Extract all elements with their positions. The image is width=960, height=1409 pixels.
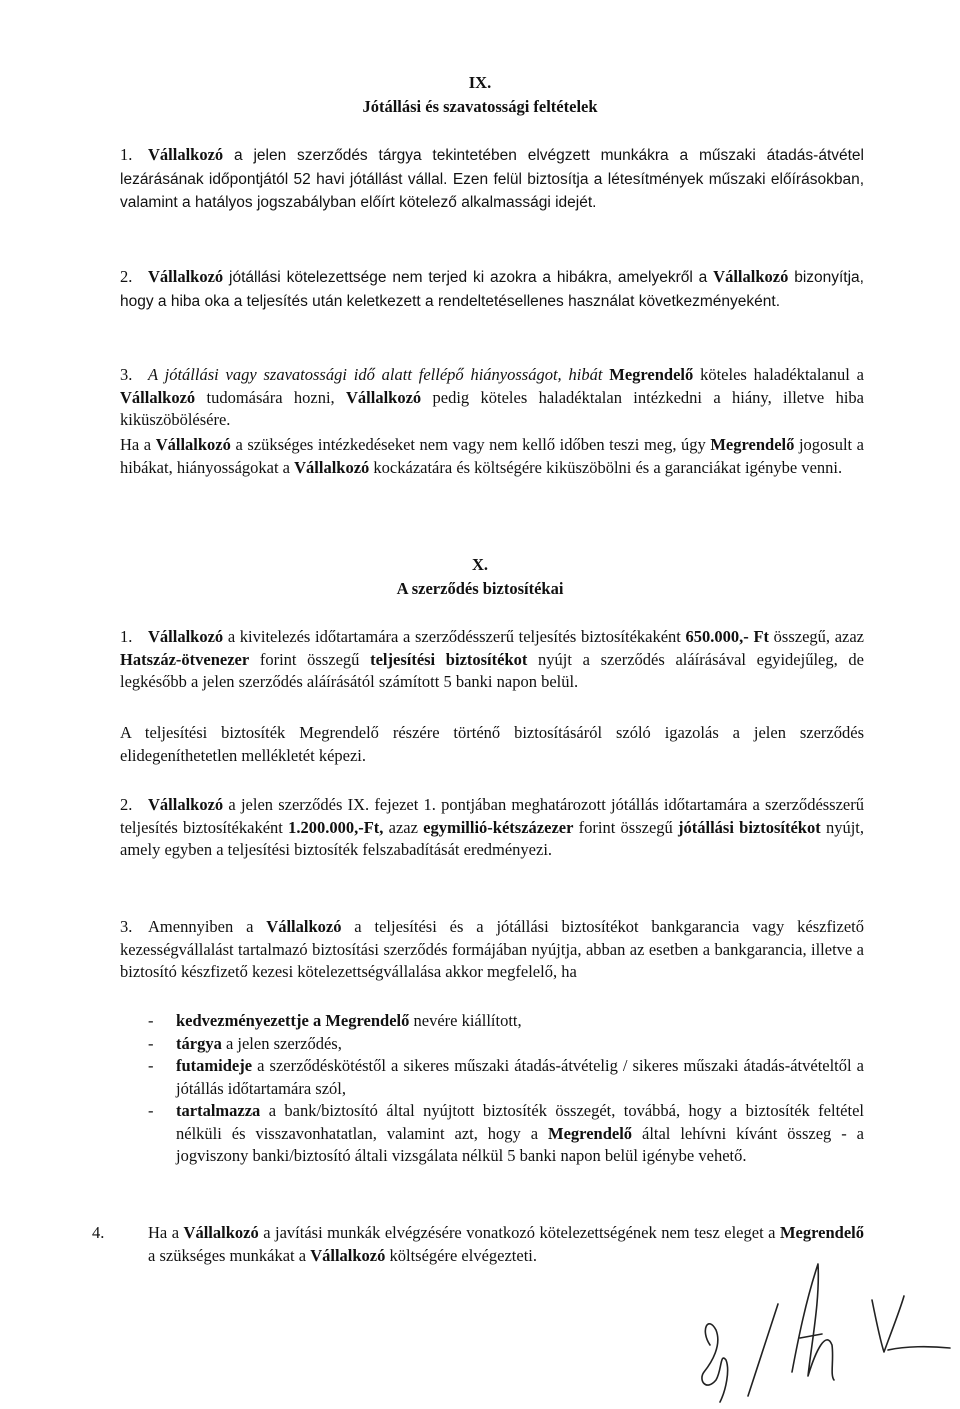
paragraph-text: a szükséges munkákat a <box>148 1245 311 1265</box>
paragraph-number: 1. <box>120 627 133 646</box>
paragraph-text: a szerződéskötéstől a sikeres műszaki átadás-átvételig / sikeres műszaki átadás-átvételtől a jótállás időtartamára szól, <box>176 1056 864 1098</box>
bullet-dash: - <box>148 1033 154 1053</box>
section-9-title: Jótállási és szavatossági feltételek <box>362 97 598 116</box>
paragraph-text: költségére elvégezteti. <box>385 1245 538 1265</box>
paragraph-text: a teljesítési és a jótállási biztosítékot bankgarancia vagy készfizető kezességvállalást tartalmazó biztosítási szerződés formájában nyújtja, abban az esetben a bankgarancia, illetve a biztosító készfizető kezesi kötelezettségvállalása akkor megfelelő, ha <box>120 917 864 981</box>
amount: 650.000,- Ft <box>685 627 770 646</box>
party-name: Vállalkozó <box>155 435 231 454</box>
paragraph-text: pedig köteles haladéktalan intézkedni a hiány, illetve hiba kiküszöbölésére. <box>120 387 864 429</box>
paragraph-text: jogosult a hibákat, hiányosságokat a <box>120 435 864 477</box>
paragraph-text: a kivitelezés időtartamára a szerződésszerű teljesítés biztosítékaként <box>223 627 686 646</box>
party-name: Vállalkozó <box>148 145 224 164</box>
amount: 1.200.000,-Ft, <box>288 817 384 837</box>
paragraph-text: a bank/biztosító által nyújtott biztosíték összegét, továbbá, hogy a biztosíték feltétel nélküli és visszavonhatatlan, valamint azt, hogy a <box>176 1101 864 1143</box>
party-name: Megrendelő <box>609 365 694 384</box>
paragraph-text: jótállási kötelezettsége nem terjed ki azokra a hibákra, amelyekről a <box>223 269 714 286</box>
paragraph-text: bizonyítja, hogy a hiba oka a teljesítés után keletkezett a rendeltetésellenes használat következményeként. <box>120 269 864 310</box>
term: tárgya <box>176 1033 222 1053</box>
paragraph-text: Ha a <box>148 1223 184 1242</box>
paragraph-number: 3. <box>120 917 133 936</box>
paragraph-text: A jótállási vagy szavatossági idő alatt fellépő hiányosságot, hibát <box>148 365 610 384</box>
party-name: Vállalkozó <box>346 387 422 407</box>
paragraph-text: köteles haladéktalanul a <box>693 365 865 384</box>
paragraph-text: a jelen szerződés, <box>221 1033 342 1053</box>
party-name: Vállalkozó <box>148 627 224 646</box>
party-name: Vállalkozó <box>120 387 196 407</box>
term: kedvezményezettje a <box>176 1011 326 1030</box>
amount-words: Hatszáz-ötvenezer <box>120 649 250 669</box>
section-9-number: IX. <box>468 73 492 92</box>
paragraph-text: a jelen szerződés tárgya tekintetében elvégzett munkákra a műszaki átadás-átvétel lezárásának időpontjától 52 havi jótállást vállal. Ezen felül biztosítja a létesítmények műszaki előírásokban, valamint a hatályos jogszabályban előírt kötelező alkalmassági idejét. <box>120 147 864 211</box>
paragraph-text: a jelen szerződés IX. fejezet 1. pontjában meghatározott jótállás időtartamára a szerződésszerű teljesítés biztosítékaként <box>120 795 864 837</box>
party-name: Megrendelő <box>710 435 795 454</box>
paragraph-text: azaz <box>383 817 424 837</box>
section-10-title: A szerződés biztosítékai <box>396 579 564 598</box>
paragraph-number: 1. <box>120 145 133 164</box>
paragraph-text: összegű, azaz <box>769 627 864 646</box>
paragraph-text: Ha a <box>120 435 156 454</box>
party-name: Megrendelő <box>779 1223 864 1242</box>
party-name: Megrendelő <box>325 1011 410 1030</box>
initial-4-tail <box>888 1347 950 1350</box>
paragraph-text: nyújt, amely egyben a teljesítési biztosíték felszabadítását eredményezi. <box>120 817 864 859</box>
guarantee-name: jótállási biztosítékot <box>678 817 821 837</box>
bullet-dash: - <box>148 1101 154 1120</box>
initial-4 <box>872 1296 904 1352</box>
paragraph-text: a szükséges intézkedéseket nem vagy nem kellő időben teszi meg, úgy <box>230 435 711 454</box>
paragraph-text: nevére kiállított, <box>409 1011 522 1030</box>
paragraph-text: tudomására hozni, <box>195 387 347 407</box>
party-name: Vállalkozó <box>310 1245 386 1265</box>
guarantee-name: teljesítési biztosítékot <box>370 649 528 669</box>
party-name: Megrendelő <box>548 1123 633 1143</box>
term: tartalmazza <box>176 1101 261 1120</box>
paragraph-text: kockázatára és költségére kiküszöbölni és a garanciákat igénybe venni. <box>369 457 843 477</box>
paragraph-number: 3. <box>120 365 133 384</box>
paragraph-number: 4. <box>92 1223 105 1242</box>
initial-1 <box>702 1324 728 1402</box>
bullet-dash: - <box>148 1056 154 1075</box>
term: futamideje <box>176 1056 253 1075</box>
paragraph-text: nyújt a szerződés aláírásával egyidejűleg, de legkésőbb a jelen szerződés aláírásától számított 5 banki napon belül. <box>120 649 864 691</box>
initial-3 <box>792 1264 834 1380</box>
paragraph-text: forint összegű <box>573 817 678 837</box>
paragraph-text: forint összegű <box>249 649 371 669</box>
party-name: Vállalkozó <box>713 267 789 286</box>
amount-words: egymillió-kétszázezer <box>423 817 574 837</box>
initial-3-bar <box>800 1334 822 1338</box>
paragraph-text: a javítási munkák elvégzésére vonatkozó kötelezettségének nem tesz eleget a <box>258 1223 780 1242</box>
party-name: Vállalkozó <box>148 267 224 286</box>
party-name: Vállalkozó <box>183 1223 259 1242</box>
paragraph-number: 2. <box>120 795 133 814</box>
party-name: Vállalkozó <box>148 795 224 814</box>
paragraph-number: 2. <box>120 267 133 286</box>
section-10-number: X. <box>471 555 489 574</box>
initial-2-stroke <box>748 1304 778 1396</box>
section-10-paragraph-1-continued: A teljesítési biztosíték Megrendelő részére történő biztosításáról szóló igazolás a jelen szerződés elidegeníthetetlen mellékletét képezi. <box>120 723 864 765</box>
party-name: Vállalkozó <box>266 917 342 936</box>
bullet-dash: - <box>148 1011 154 1030</box>
paragraph-text: által lehívni kívánt összeg - a jogviszony banki/biztosító általi vizsgálata nélkül 5 banki napon belül igénybe vehető. <box>176 1123 864 1165</box>
party-name: Vállalkozó <box>294 457 370 477</box>
paragraph-text: Amennyiben a <box>148 917 267 936</box>
